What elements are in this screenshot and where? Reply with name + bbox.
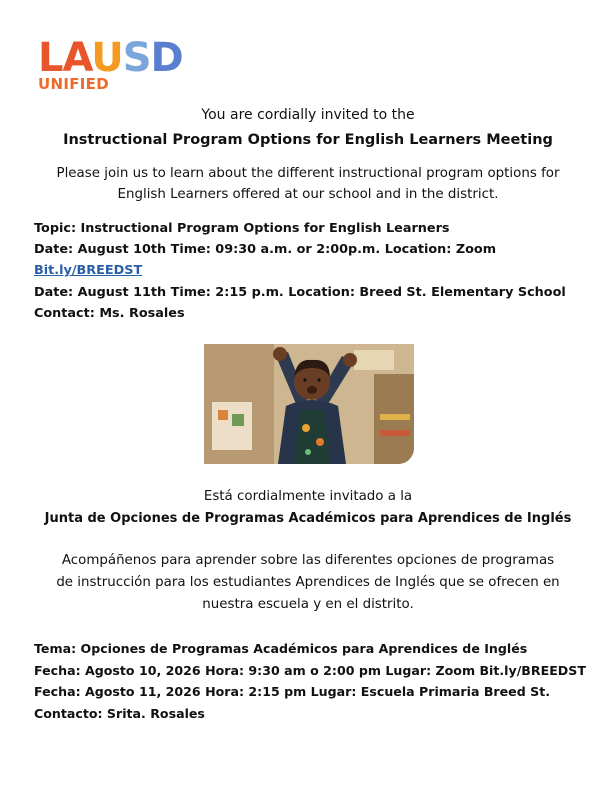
lausd-logo-wordmark (38, 35, 183, 81)
english-invite-text: You are cordially invited to the (201, 107, 415, 123)
zoom-link[interactable]: Bit.ly/BREEDST (34, 263, 143, 279)
english-details (34, 218, 604, 324)
spanish-fecha-2: Fecha: Agosto 11, 2026 Hora: 2:15 pm Lugar: Escuela Primaria Breed St. (34, 684, 550, 700)
english-description-line: Please join us to learn about the different instructional program options for (56, 166, 560, 181)
english-description-line: English Learners offered at our school and in the district. (117, 187, 499, 202)
logo-letter-u: U (91, 35, 123, 81)
spanish-invite-text: Está cordialmente invitado a la (203, 489, 413, 504)
spanish-description (30, 550, 586, 616)
lausd-logo (38, 35, 213, 98)
english-description (30, 163, 586, 205)
lausd-logo-unified: UNIFIED (38, 75, 109, 93)
logo-letter-l: L (38, 35, 63, 81)
spanish-details (34, 638, 610, 724)
spanish-fecha-1: Fecha: Agosto 10, 2026 Hora: 9:30 am o 2:00 pm Lugar: Zoom Bit.ly/BREEDST (34, 662, 586, 678)
spanish-contacto: Contacto: Srita. Rosales (34, 705, 205, 721)
spanish-description-line: nuestra escuela y en el distrito. (202, 597, 414, 612)
logo-letter-d: D (150, 35, 183, 81)
spanish-meeting-title: Junta de Opciones de Programas Académicos para Aprendices de Inglés (44, 511, 572, 526)
student-photo-image (204, 344, 414, 464)
english-date-1: Date: August 10th Time: 09:30 a.m. or 2:00p.m. Location: Zoom (34, 242, 497, 258)
logo-letter-s: S (122, 35, 151, 81)
english-date-2: Date: August 11th Time: 2:15 p.m. Location: Breed St. Elementary School (34, 284, 566, 300)
student-photo (204, 344, 414, 464)
english-meeting-title: Instructional Program Options for English Learners Meeting (63, 132, 553, 148)
english-contact: Contact: Ms. Rosales (34, 305, 185, 321)
english-topic: Topic: Instructional Program Options for English Learners (34, 221, 450, 236)
spanish-tema: Tema: Opciones de Programas Académicos para Aprendices de Inglés (34, 641, 528, 656)
spanish-description-line: Acompáñenos para aprender sobre las diferentes opciones de programas (61, 553, 555, 568)
spanish-description-line: de instrucción para los estudiantes Aprendices de Inglés que se ofrecen en (56, 575, 560, 590)
logo-letter-a: A (62, 35, 92, 81)
